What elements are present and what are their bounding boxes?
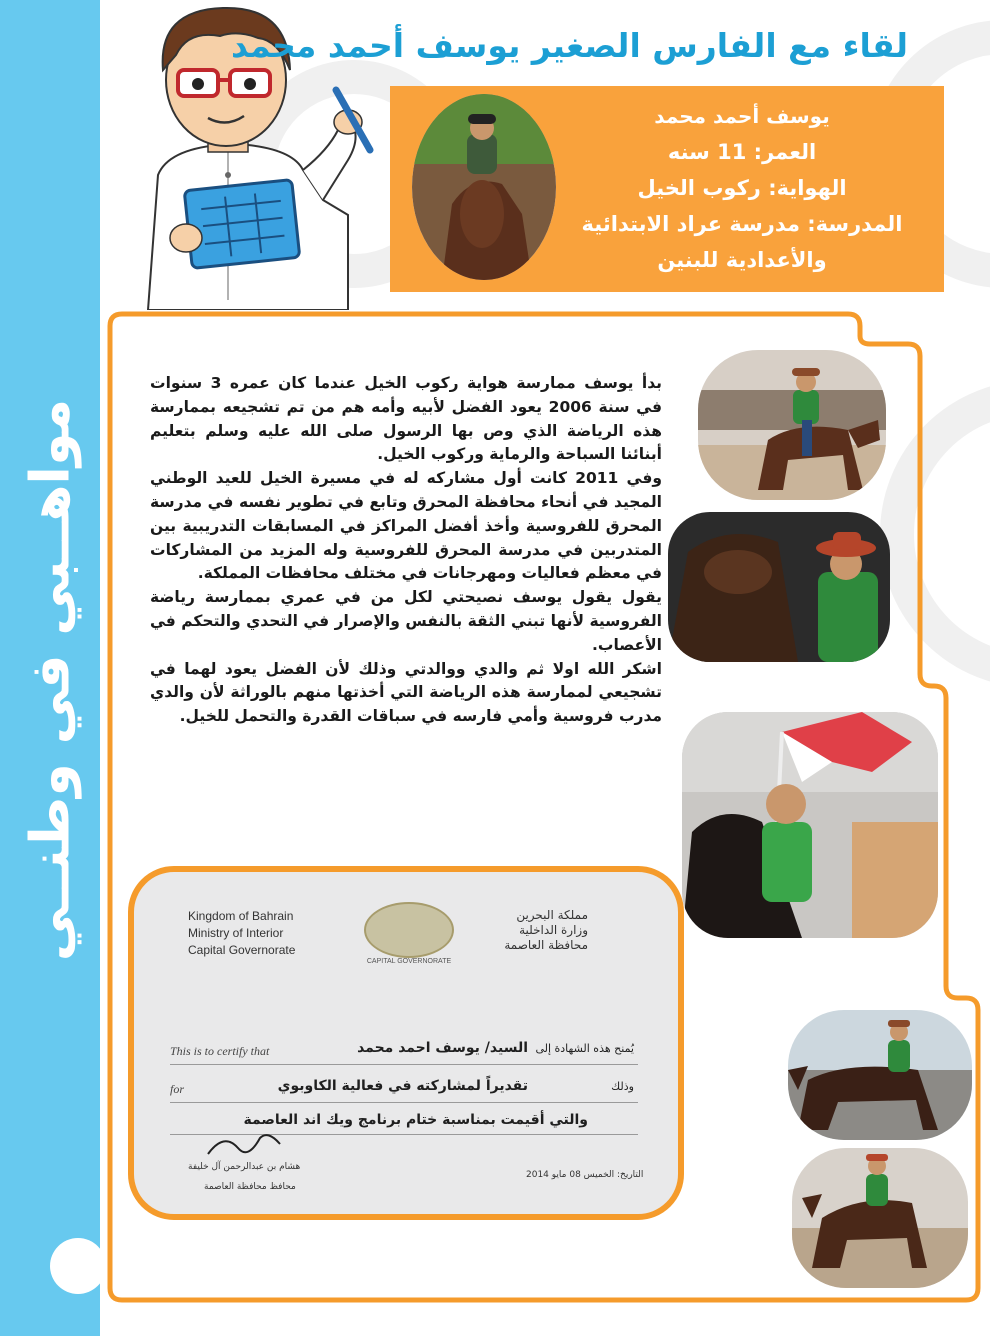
profile-name: يوسف أحمد محمد (654, 104, 830, 128)
certificate-recipient: السيد/ يوسف احمد محمد (357, 1040, 528, 1056)
certificate-occasion: والتي أقيمت بمناسبة ختام برنامج ويك اند العاصمة (243, 1112, 588, 1128)
page-dot (50, 1238, 106, 1294)
profile-details (572, 98, 912, 278)
rider-photo (788, 1010, 972, 1140)
article-paragraph: يقول يقول يوسف نصيحتي لكل من في عمري بممارسة رياضة الفروسية لأنها تبني الثقة بالنفس والإصرار في التحدي والتحكم في الأعصاب. (150, 588, 662, 654)
for-label: for (170, 1082, 185, 1096)
certify-label: This is to certify that (170, 1044, 270, 1058)
certificate-line (170, 1064, 638, 1065)
certificate-line (170, 1102, 638, 1103)
profile-school: المدرسة: مدرسة عراد الابتدائية (581, 212, 903, 236)
sidebar (0, 0, 100, 1336)
profile-card (390, 86, 944, 292)
emblem-label: CAPITAL GOVERNORATE (366, 958, 452, 965)
governorate-emblem-icon (364, 902, 454, 958)
rider-photo (668, 512, 890, 662)
signature-mark (204, 1130, 284, 1160)
signer-title: محافظ محافظة العاصمة (204, 1182, 296, 1192)
profile-hobby: الهواية: ركوب الخيل (637, 176, 847, 200)
rider-photo (792, 1148, 968, 1288)
rider-photo (698, 350, 886, 500)
page-headline: لقاء مع الفارس الصغير يوسف أحمد محمد (230, 26, 908, 65)
certificate-reason: تقديراً لمشاركته في فعالية الكاوبوي (277, 1078, 528, 1094)
article-paragraph: بدأ يوسف ممارسة هواية ركوب الخيل عندما كان عمره 3 سنوات في سنة 2006 يعود الفضل لأبيه وأمه هم من تم تشجيعه بممارسة هذه الرياضة الذي وص بها الرسول صلى الله عليه وسلم بتعليم أبنائنا السباحة والرماية وركوب الخيل. (150, 374, 663, 464)
sidebar-title: مواهــبي في وطنــي (18, 398, 82, 962)
certificate-image (128, 866, 684, 1220)
certificate-english-header: Kingdom of Bahrain Ministry of Interior Capital Governorate (188, 909, 296, 957)
rider-photo (682, 712, 938, 938)
profile-school-cont: والأعدادية للبنين (657, 248, 827, 272)
article-paragraph: اشكر الله اولا ثم والدي ووالدتي وذلك لأن الفضل يعود لهما في تشجيعي لممارسة هذه الرياضة التي أخذتها منهم بالوراثة لأن والدي مدرب فروسية وأمي فارسه في سباقات القدرة والتحمل للخيل. (150, 659, 662, 726)
signer-name: هشام بن عبدالرحمن آل خليفة (188, 1162, 301, 1172)
certificate-date: التاريخ: الخميس 08 مايو 2014 (526, 1170, 644, 1180)
article-body (150, 372, 662, 729)
certify-label-arabic: يُمنح هذه الشهادة إلى (535, 1042, 634, 1055)
certificate-arabic-header: مملكة البحرين وزارة الداخلية محافظة العاصمة (504, 908, 588, 952)
profile-photo (412, 94, 556, 280)
article-paragraph: وفي 2011 كانت أول مشاركه له في مسيرة الخيل للعيد الوطني المجيد في أنحاء محافظة المحرق وتابع في تطوير نفسه في مدرسة المحرق للفروسية وأخذ أفضل المراكز في المسابقات التدريبية بين المتدربين في مدرسة المحرق للفروسية وله المزيد من المشاركات في معظم فعاليات ومهرجانات في مختلف محافظات المملكة. (150, 469, 662, 583)
profile-age: العمر: 11 سنه (667, 140, 817, 164)
for-label-arabic: وذلك (611, 1080, 634, 1093)
